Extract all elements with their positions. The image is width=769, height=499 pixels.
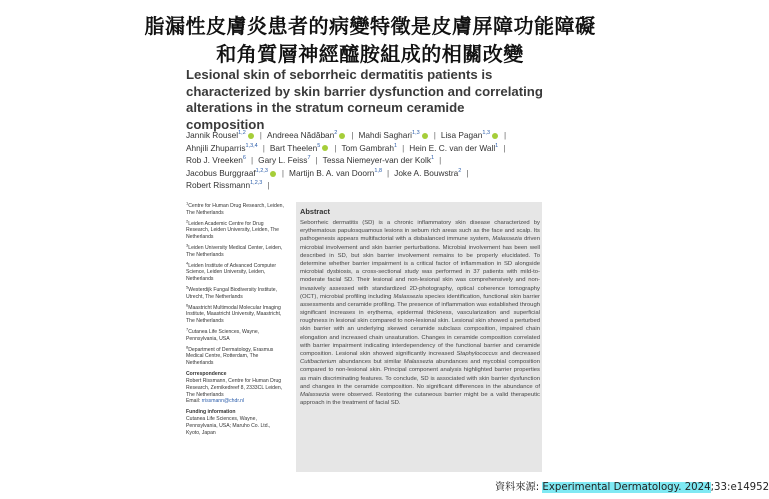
author <box>394 168 461 178</box>
affiliation-item <box>186 301 284 325</box>
author-name: Bart Theelen <box>269 142 318 153</box>
abstract-italic-term: Staphylococcus <box>456 351 498 357</box>
source-volume: ;33:e14952 <box>710 482 769 493</box>
affiliation-number: 5 <box>186 284 189 290</box>
author-separator: | <box>503 142 506 153</box>
author <box>441 130 499 140</box>
email-label: Email: <box>186 398 201 405</box>
author-name: Jannik Rousel <box>186 130 239 140</box>
affiliation-text: Leiden University Medical Center, Leiden, The Netherlands <box>186 244 283 258</box>
author-separator: | <box>387 167 390 178</box>
author-affiliation-sup: 2 <box>334 130 338 137</box>
affiliation-number: 2 <box>186 218 189 223</box>
author-name: Andreea Nădăban <box>266 130 335 140</box>
affiliation-item <box>186 218 284 241</box>
author-separator: | <box>433 130 436 140</box>
abstract-segment: driven microbial involvement and skin barrier perturbations. Microbial involvement has been well described in SD, but skin barrier involvement remains to be properly elucidated. To determine whether barrier impairment is a critical factor of inflammation in SD alongside microbial dysbiosis, a cross-sectional study was performed in 37 patients with mild-to-moderate facial SD. Their lesional and non-lesional skin was comprehensively and non-invasively assessed with standardized 2D-photography, optical coherence tomography (OCT), microbial profiling including <box>300 236 540 300</box>
author <box>289 168 382 178</box>
abstract-segment: species identification, functional skin barrier assessments and ceramide profiling. The presence of inflammation was established through significant increases in erythema, epidermal thickness, vascularization and superficial roughness in lesional skin compared to non-lesional skin. Lesional skin showed a perturbed skin barrier with an underlying skewed ceramide subclass composition, impaired chain elongation and increased chain unsaturation. Changes in ceramide composition correlated with barrier impairment indicating interdependency of the functional barrier and ceramide composition. Lesional skin showed significantly increased <box>300 293 540 357</box>
orcid-icon[interactable] <box>322 145 328 151</box>
abstract-italic-term: Malassezia <box>403 359 434 366</box>
abstract-segment: abundances and mycobial composition compared to non-lesional skin. Principal component analysis highlighted barrier properties as main discriminating features. To conclude, SD is associated with skin barrier dysfunction and changes in the ceramide composition. No significant differences in the abundance of <box>300 359 540 390</box>
funding-heading: Funding information <box>186 408 236 415</box>
affiliation-list <box>186 200 284 366</box>
abstract-text <box>300 219 540 407</box>
author-affiliation-sup: 1,3 <box>482 130 491 137</box>
source-label: 資料來源: <box>495 482 543 493</box>
affiliation-text: Maastricht Multimodal Molecular Imaging Institute, Maastricht University, Maastricht, The Netherlands <box>186 304 282 324</box>
correspondence-text: Robert Rissmann, Centre for Human Drug Research, Zernikedreef 8, 2333CL Leiden, The Netherlands <box>186 378 283 398</box>
author <box>270 143 329 153</box>
author <box>258 155 310 165</box>
author-line <box>186 129 546 142</box>
affiliation-text: Department of Dermatology, Erasmus Medical Centre, Rotterdam, The Netherlands <box>186 346 274 366</box>
author-separator: | <box>315 155 318 166</box>
abstract-italic-term: Malassezia <box>393 293 423 300</box>
author <box>323 155 434 165</box>
correspondence-heading: Correspondence <box>186 370 227 377</box>
author-separator: | <box>439 155 442 166</box>
author-name: Jacobus Burggraaf <box>186 167 256 178</box>
author <box>186 168 277 178</box>
abstract-segment: were observed. Restoring the cutaneous barrier might be a valid therapeutic approach in the treatment of facial SD. <box>300 391 540 407</box>
affiliation-number: 1 <box>186 200 189 206</box>
affiliation-text: Centre for Human Drug Research, Leiden, The Netherlands <box>186 203 284 216</box>
source-journal-link[interactable]: Experimental Dermatology. 2024 <box>542 482 711 493</box>
author-name: Gary L. Feiss <box>258 155 308 166</box>
affiliation-item <box>186 343 284 367</box>
email-link[interactable]: rrissmann@chdr.nl <box>201 398 245 405</box>
author-separator: | <box>281 167 285 178</box>
author-affiliation-sup: 7 <box>307 155 311 162</box>
affiliation-text: Westerdijk Fungal Biodiversity Institute, Utrecht, The Netherlands <box>186 286 278 300</box>
author-affiliation-sup: 1,3 <box>412 130 420 137</box>
affiliation-number: 8 <box>186 343 189 349</box>
author-affiliation-sup: 1 <box>394 142 398 149</box>
author-affiliation-sup: 1,2,3 <box>250 180 263 187</box>
author-name: Robert Rissmann <box>186 180 251 191</box>
affiliation-number: 7 <box>186 326 189 332</box>
author-affiliation-sup: 1,3,4 <box>245 142 258 149</box>
author-separator: | <box>267 180 270 191</box>
author-separator: | <box>259 130 262 140</box>
author-affiliation-sup: 2 <box>458 168 462 175</box>
author-affiliation-sup: 1 <box>495 142 499 149</box>
sidebar-info <box>186 200 284 439</box>
orcid-icon[interactable] <box>339 133 345 139</box>
email-line <box>186 398 284 405</box>
affiliation-number: 4 <box>186 259 189 265</box>
affiliation-item <box>186 284 284 300</box>
correspondence-block <box>186 371 284 405</box>
author-separator: | <box>504 130 507 140</box>
author-separator: | <box>351 130 354 140</box>
affiliation-text: Leiden Institute of Advanced Computer Science, Leiden University, Leiden, Netherlands <box>186 262 277 282</box>
author <box>186 130 255 140</box>
author-affiliation-sup: 5 <box>317 142 321 149</box>
abstract-italic-term: Malassezia <box>300 391 330 398</box>
affiliation-text: Cutanea Life Sciences, Wayne, Pennsylvania, USA <box>186 328 260 342</box>
orcid-icon[interactable] <box>492 133 498 139</box>
author <box>359 130 429 140</box>
abstract-segment: Seborrheic dermatitis (SD) is a chronic inflammatory skin disease characterized by erythematous papulosquamous lesions in sebum rich areas such as the face and scalp. Its pathogenesis appears multifactorial with a disbalanced immune system, <box>300 220 540 243</box>
abstract-italic-term: Cutibacterium <box>300 359 337 366</box>
abstract-segment: and decreased <box>497 351 540 357</box>
affiliation-item <box>186 259 284 283</box>
author-name: Hein E. C. van der Wall <box>409 142 496 153</box>
affiliation-number: 3 <box>186 242 189 248</box>
author-separator: | <box>402 142 405 153</box>
affiliation-item <box>186 242 284 258</box>
funding-text: Cutanea Life Sciences, Wayne, Pennsylvania, USA; Maruho Co. Ltd., Kyoto, Japan <box>186 416 271 436</box>
author-name: Tessa Niemeyer-van der Kolk <box>322 155 432 166</box>
author-affiliation-sup: 1,8 <box>374 168 383 175</box>
orcid-icon[interactable] <box>422 133 428 139</box>
author-list <box>186 129 546 192</box>
abstract-italic-term: Malassezia <box>492 236 522 243</box>
author-affiliation-sup: 1 <box>431 155 435 162</box>
author <box>186 155 246 165</box>
author <box>186 180 262 190</box>
orcid-icon[interactable] <box>248 133 254 139</box>
author-line <box>186 142 546 155</box>
author-name: Mahdi Saghari <box>358 130 413 140</box>
author-affiliation-sup: 6 <box>242 155 246 162</box>
author <box>409 143 498 153</box>
author-affiliation-sup: 1,2 <box>238 130 246 137</box>
affiliation-text: Leiden Academic Centre for Drug Research, Leiden University, Leiden, The Netherlands <box>186 220 279 240</box>
funding-block <box>186 409 284 436</box>
author-line <box>186 179 546 192</box>
author-separator: | <box>262 142 265 153</box>
affiliation-item <box>186 200 284 216</box>
author <box>341 143 397 153</box>
author-name: Joke A. Bouwstra <box>394 167 459 178</box>
author <box>267 130 346 140</box>
author-separator: | <box>250 155 254 166</box>
author-name: Rob J. Vreeken <box>186 155 243 166</box>
abstract-heading: Abstract <box>300 207 330 216</box>
abstract-segment: abundances but similar <box>336 359 404 366</box>
chinese-title-line-2: 和角質層神經醯胺組成的相關改變 <box>216 42 524 66</box>
chinese-title-line-1: 脂漏性皮膚炎患者的病變特徵是皮膚屏障功能障礙 <box>144 14 596 38</box>
author-line <box>186 154 546 167</box>
affiliation-number: 6 <box>186 301 189 307</box>
author-name: Lisa Pagan <box>440 130 483 140</box>
author-name: Martijn B. A. van Doorn <box>289 167 375 178</box>
paper-title: Lesional skin of seborrheic dermatitis patients is characterized by skin barrier dysfunction and correlating alterations in the stratum corneum ceramide composition <box>186 67 543 132</box>
author <box>186 143 258 153</box>
author-separator: | <box>334 142 337 153</box>
source-citation <box>495 478 769 493</box>
author-name: Ahnjili Zhuparris <box>186 142 246 153</box>
author-separator: | <box>466 167 469 178</box>
orcid-icon[interactable] <box>270 171 276 177</box>
author-name: Tom Gambrah <box>341 142 395 153</box>
affiliation-item <box>186 326 284 342</box>
author-line <box>186 167 546 180</box>
author-affiliation-sup: 1,2,3 <box>255 168 268 175</box>
